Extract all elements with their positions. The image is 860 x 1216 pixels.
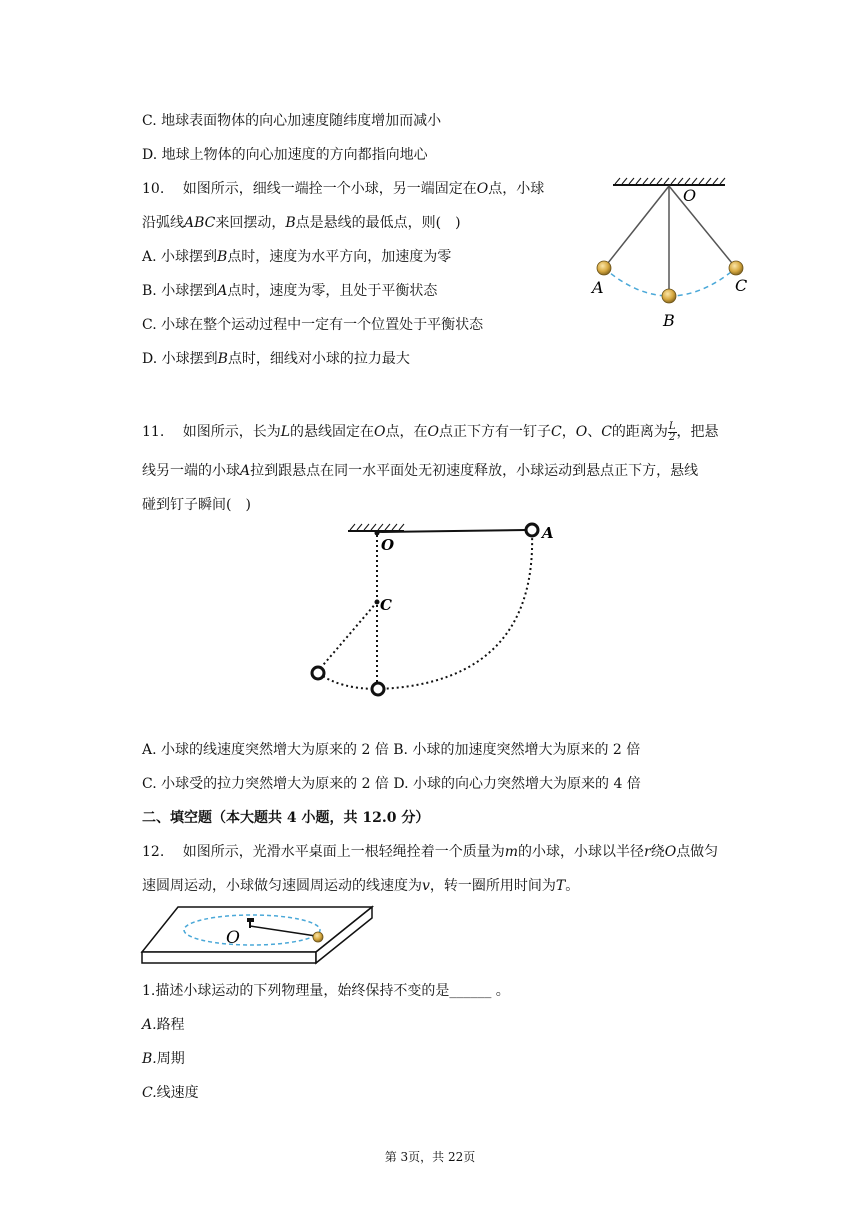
label-o: O — [381, 536, 395, 554]
label-a: A — [542, 524, 554, 542]
ball — [313, 932, 323, 942]
label-o: O — [683, 186, 697, 205]
page-footer: 第 3页，共 22页 — [384, 1150, 476, 1164]
large-arc — [378, 533, 532, 689]
q12-option-c: C.线速度 — [142, 1085, 199, 1101]
label-o: O — [226, 928, 240, 948]
section-heading: 二、填空题（本大题共 4 小题，共 12.0 分） — [142, 810, 430, 826]
ceiling-hatch — [613, 178, 725, 185]
label-c: C — [735, 276, 748, 295]
q12-table-figure — [140, 905, 380, 970]
nail-o — [247, 918, 254, 922]
label-c: C — [380, 596, 392, 614]
string-to-a — [604, 186, 669, 268]
ball-a — [597, 261, 611, 275]
q9-option-c: C. 地球表面物体的向心加速度随纬度增加而减小 — [142, 113, 442, 129]
q10-option-c: C. 小球在整个运动过程中一定有一个位置处于平衡状态 — [142, 317, 484, 333]
small-arc — [318, 673, 378, 689]
ball-b — [662, 289, 676, 303]
q10-option-b: B. 小球摆到A点时，速度为零，且处于平衡状态 — [142, 283, 438, 299]
ball-left — [312, 667, 324, 679]
table-front — [142, 952, 316, 963]
fraction-l-over-2: $\frac{L}{2}$ — [668, 420, 676, 443]
pivot-o — [375, 531, 380, 536]
q11-options-cd: C. 小球受的拉力突然增大为原来的 2 倍 D. 小球的向心力突然增大为原来的 4 倍 — [142, 776, 641, 792]
q12-stem-line2: 速圆周运动，小球做匀速圆周运动的线速度为v，转一圈所用时间为T。 — [142, 878, 580, 894]
q10-option-d: D. 小球摆到B点时，细线对小球的拉力最大 — [142, 351, 410, 367]
q12-option-b: B.周期 — [142, 1051, 185, 1067]
q11-options-ab: A. 小球的线速度突然增大为原来的 2 倍 B. 小球的加速度突然增大为原来的 2 倍 — [142, 742, 641, 758]
short-string-dashed — [318, 602, 377, 671]
q11-stem-line3: 碰到钉子瞬间( ) — [142, 497, 251, 513]
label-b: B — [663, 311, 675, 330]
string-to-c — [669, 186, 736, 268]
q12-sub1: 1.描述小球运动的下列物理量，始终保持不变的是______ 。 — [142, 983, 510, 999]
ball-bottom — [372, 683, 384, 695]
q9-option-d: D. 地球上物体的向心加速度的方向都指向地心 — [142, 147, 428, 163]
support-hatch — [348, 524, 404, 531]
q10-pendulum-figure — [585, 176, 755, 356]
q12-stem-line1: 12. 如图所示，光滑水平桌面上一根轻绳拴着一个质量为m的小球，小球以半径r绕O点做匀 — [142, 844, 719, 860]
q10-stem-line2: 沿弧线ABC来回摆动，B点是悬线的最低点，则( ) — [142, 215, 461, 231]
q11-nail-pendulum-figure — [300, 515, 570, 705]
q10-stem-line1: 10. 如图所示，细线一端拴一个小球，另一端固定在O点，小球 — [142, 181, 545, 197]
ball-a — [526, 524, 538, 536]
ball-c — [729, 261, 743, 275]
label-a: A — [592, 278, 604, 297]
q11-stem-line1: 11. 如图所示，长为L的悬线固定在O点，在O点正下方有一钉子C，O、C的距离为 $\frac{L}{2}$ ，把悬 — [142, 420, 719, 443]
q11-stem-line2: 线另一端的小球A拉到跟悬点在同一水平面处无初速度释放，小球运动到悬点正下方，悬线 — [142, 463, 699, 479]
q12-option-a: A.路程 — [142, 1017, 185, 1033]
q10-option-a: A. 小球摆到B点时，速度为水平方向，加速度为零 — [142, 249, 452, 265]
